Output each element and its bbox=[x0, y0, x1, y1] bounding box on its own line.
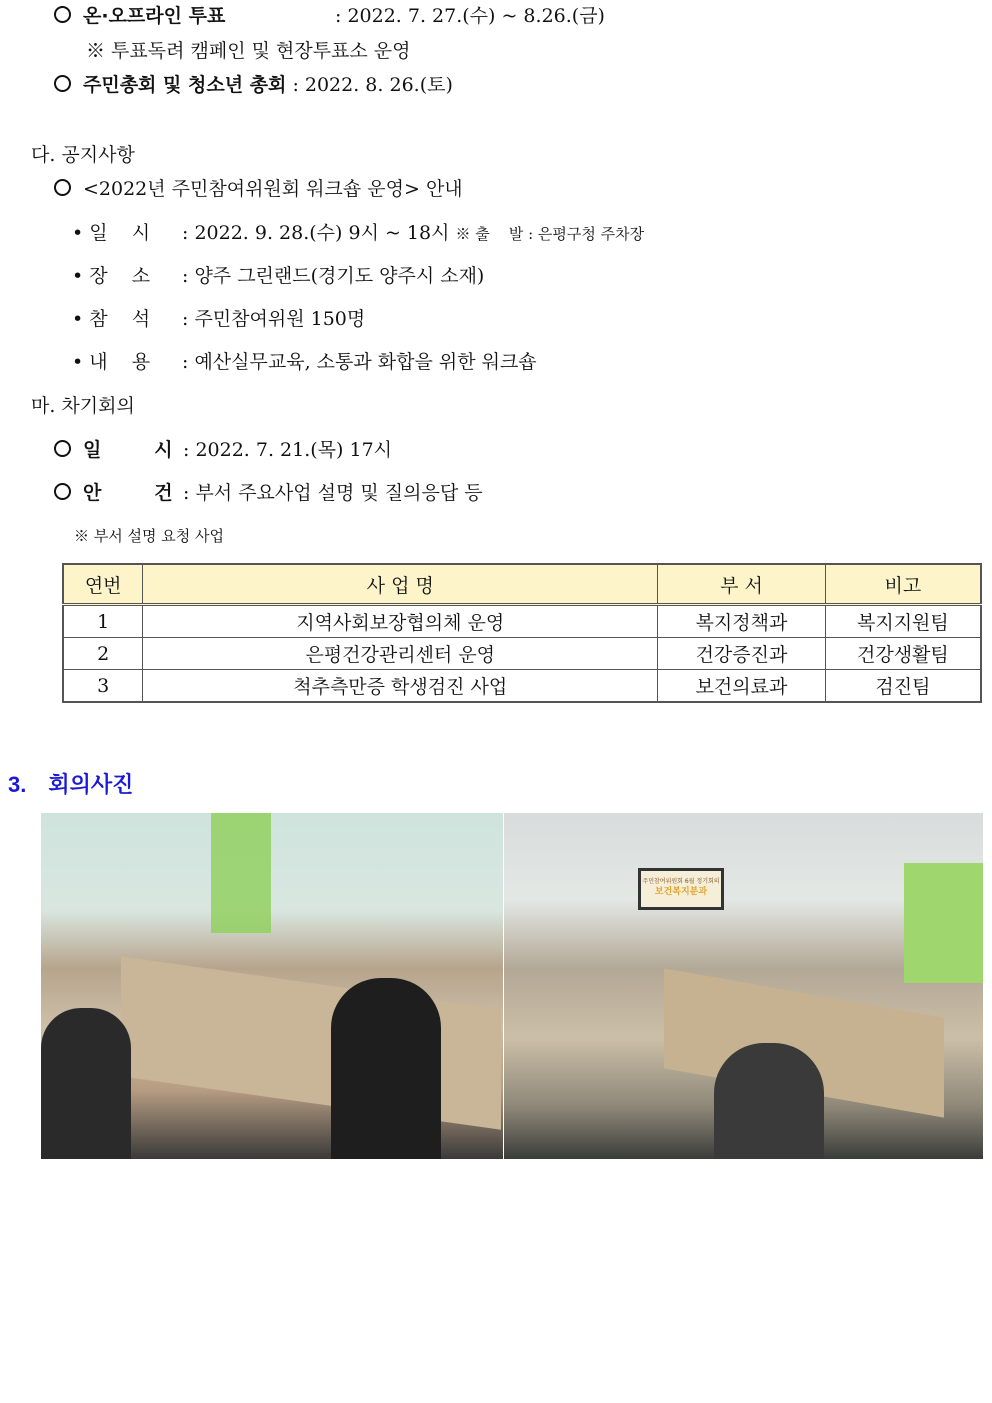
general-meeting-label: 주민총회 및 청소년 총회 bbox=[83, 74, 287, 96]
table-header-row bbox=[63, 564, 981, 605]
next-meeting-note: ※ 부서 설명 요청 사업 bbox=[74, 527, 224, 545]
sign-line-1: 주민참여위원회 6월 정기회의 bbox=[642, 878, 720, 885]
cell-department: 복지정책과 bbox=[658, 605, 826, 638]
photo-person bbox=[331, 978, 441, 1159]
next-meeting-date-value: : 2022. 7. 21.(목) 17시 bbox=[183, 439, 393, 461]
voting-online-offline-label: 온·오프라인 투표 bbox=[83, 5, 226, 27]
cell-business: 척추측만증 학생검진 사업 bbox=[143, 670, 658, 703]
cell-remarks: 건강생활팀 bbox=[825, 638, 981, 670]
cell-department: 건강증진과 bbox=[658, 638, 826, 670]
circle-bullet-icon bbox=[54, 75, 71, 92]
next-meeting-agenda-row bbox=[54, 481, 483, 505]
general-meeting-row bbox=[54, 73, 453, 97]
detail-departure-note: ※ 출 발 : 은평구청 주차장 bbox=[455, 225, 645, 243]
voting-online-offline-row bbox=[54, 4, 605, 28]
table-row bbox=[63, 638, 981, 670]
next-meeting-heading: 마. 차기회의 bbox=[31, 395, 135, 417]
photo-bookshelf bbox=[904, 863, 983, 983]
detail-key: • 일 시 bbox=[72, 222, 151, 244]
detail-key: • 내 용 bbox=[72, 351, 151, 373]
cell-remarks: 검진팀 bbox=[825, 670, 981, 703]
next-meeting-agenda-label: 안 건 bbox=[83, 482, 173, 504]
cell-number: 2 bbox=[63, 638, 143, 670]
table-row bbox=[63, 605, 981, 638]
voting-online-offline-value: : 2022. 7. 27.(수) ~ 8.26.(금) bbox=[335, 5, 605, 27]
next-meeting-date-label: 일 시 bbox=[83, 439, 173, 461]
col-header-remarks: 비고 bbox=[825, 564, 981, 605]
circle-bullet-icon bbox=[54, 483, 71, 500]
notice-detail-place bbox=[72, 264, 484, 288]
notice-item-text: <2022년 주민참여위원회 워크숍 운영> 안내 bbox=[83, 178, 463, 200]
photos-section-heading bbox=[8, 768, 133, 799]
cell-department: 보건의료과 bbox=[658, 670, 826, 703]
section-number: 3. bbox=[8, 772, 27, 797]
cell-business: 지역사회보장협의체 운영 bbox=[143, 605, 658, 638]
detail-key: • 참 석 bbox=[72, 308, 151, 330]
photo-meeting-sign bbox=[638, 868, 724, 910]
section-title: 회의사진 bbox=[48, 772, 134, 797]
notice-item bbox=[54, 177, 463, 201]
detail-value: : 양주 그린랜드(경기도 양주시 소재) bbox=[182, 265, 485, 287]
circle-bullet-icon bbox=[54, 440, 71, 457]
col-header-business: 사 업 명 bbox=[143, 564, 658, 605]
circle-bullet-icon bbox=[54, 179, 71, 196]
next-meeting-agenda-value: : 부서 주요사업 설명 및 질의응답 등 bbox=[183, 482, 483, 504]
photo-bookshelf bbox=[211, 813, 271, 933]
photo-person bbox=[714, 1043, 824, 1159]
voting-note: ※ 투표독려 캠페인 및 현장투표소 운영 bbox=[86, 40, 411, 62]
detail-value: : 2022. 9. 28.(수) 9시 ~ 18시 bbox=[182, 222, 450, 244]
cell-number: 3 bbox=[63, 670, 143, 703]
meeting-photo-2 bbox=[504, 813, 983, 1159]
detail-key: • 장 소 bbox=[72, 265, 151, 287]
meeting-photo-1 bbox=[41, 813, 503, 1159]
notice-heading: 다. 공지사항 bbox=[31, 144, 135, 166]
cell-number: 1 bbox=[63, 605, 143, 638]
photo-table bbox=[121, 956, 501, 1129]
next-meeting-date-row bbox=[54, 438, 392, 462]
table-row bbox=[63, 670, 981, 703]
circle-bullet-icon bbox=[54, 6, 71, 23]
sign-line-2: 보건복지분과 bbox=[654, 887, 708, 897]
detail-value: : 예산실무교육, 소통과 화합을 위한 워크숍 bbox=[182, 351, 537, 373]
general-meeting-value: : 2022. 8. 26.(토) bbox=[292, 74, 453, 96]
business-table bbox=[62, 563, 982, 703]
photo-person bbox=[41, 1008, 131, 1159]
col-header-department: 부 서 bbox=[658, 564, 826, 605]
notice-detail-attendees bbox=[72, 307, 365, 331]
notice-detail-date bbox=[72, 221, 644, 246]
cell-business: 은평건강관리센터 운영 bbox=[143, 638, 658, 670]
cell-remarks: 복지지원팀 bbox=[825, 605, 981, 638]
detail-value: : 주민참여위원 150명 bbox=[182, 308, 366, 330]
notice-detail-content bbox=[72, 350, 537, 374]
col-header-number: 연번 bbox=[63, 564, 143, 605]
